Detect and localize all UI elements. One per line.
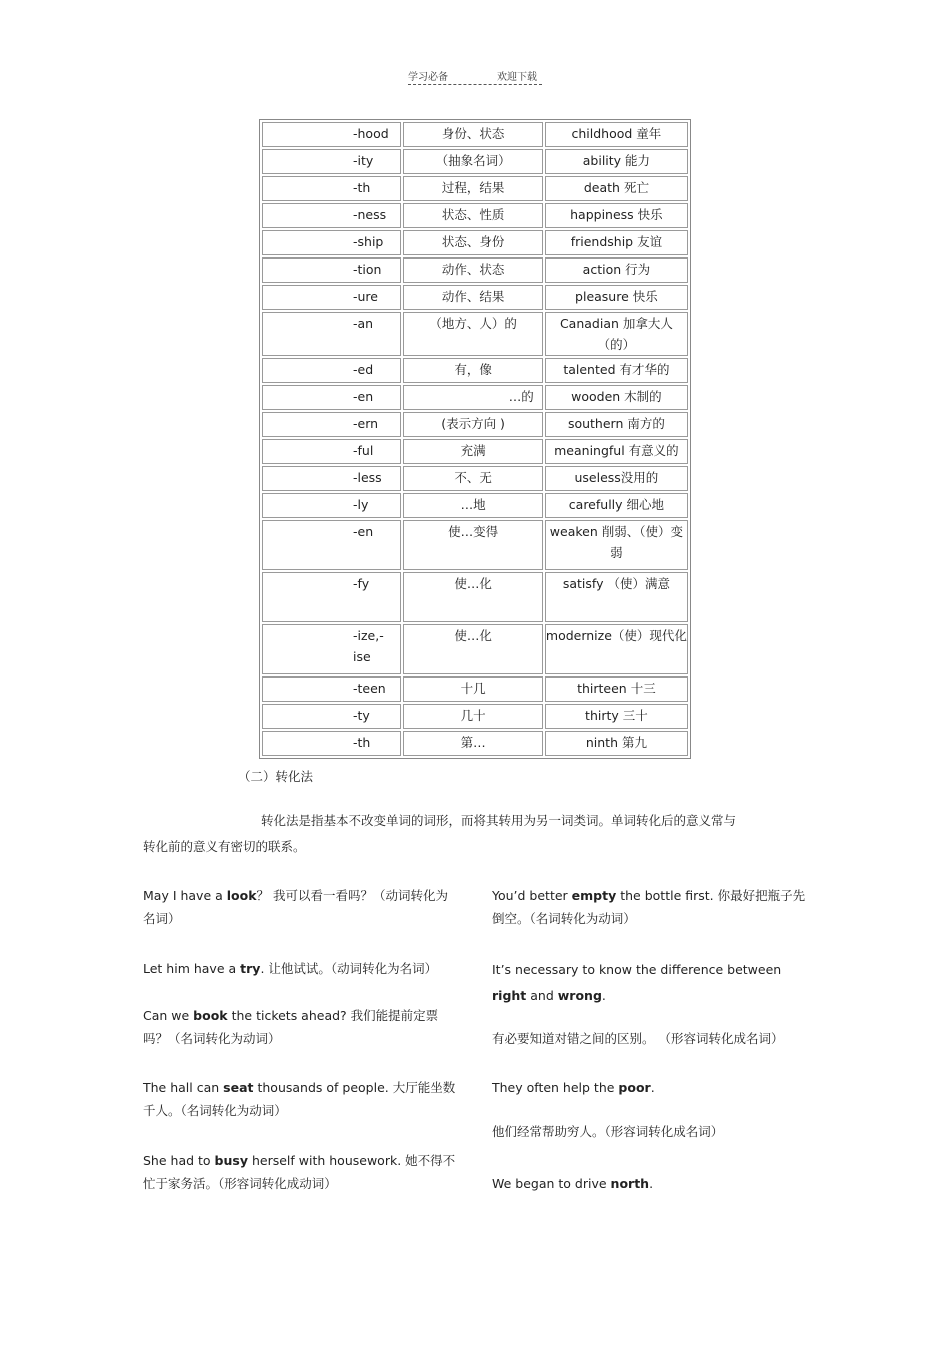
example-text: 有必要知道对错之间的区别。 （形容词转化成名词） xyxy=(492,1031,784,1046)
suffix-cell: -ed xyxy=(262,358,401,383)
intro-line-2: 转化前的意义有密切的联系。 xyxy=(143,839,306,854)
example-cell: happiness 快乐 xyxy=(545,203,688,228)
table-row xyxy=(262,493,688,518)
meaning-cell: 充满 xyxy=(403,439,542,464)
meaning-cell: 不、无 xyxy=(403,466,542,491)
meaning-cell: 第… xyxy=(403,731,542,756)
meaning-cell: 几十 xyxy=(403,704,542,729)
example-cell: ninth 第九 xyxy=(545,731,688,756)
example-right-1 xyxy=(492,884,812,930)
example-right-2 xyxy=(492,957,812,1009)
example-text: May I have a xyxy=(143,888,227,903)
meaning-cell: （地方、人）的 xyxy=(403,312,542,356)
table-row xyxy=(262,704,688,729)
suffix-table xyxy=(259,119,691,759)
example-text: 他们经常帮助穷人。（形容词转化成名词） xyxy=(492,1124,724,1139)
example-cell: southern 南方的 xyxy=(545,412,688,437)
suffix-cell: -fy xyxy=(262,572,401,622)
example-cell: useless没用的 xyxy=(545,466,688,491)
example-keyword: poor xyxy=(618,1080,651,1095)
example-text: . 让他试试。（动词转化为名词） xyxy=(260,961,438,976)
table-row xyxy=(262,358,688,383)
suffix-cell: -ful xyxy=(262,439,401,464)
example-cell: death 死亡 xyxy=(545,176,688,201)
table-row xyxy=(262,122,688,147)
meaning-cell: …地 xyxy=(403,493,542,518)
example-left-3 xyxy=(143,1004,458,1050)
example-cell: talented 有才华的 xyxy=(545,358,688,383)
example-left-5 xyxy=(143,1149,458,1195)
suffix-cell: -ly xyxy=(262,493,401,518)
suffix-cell: -ure xyxy=(262,285,401,310)
suffix-cell: -ty xyxy=(262,704,401,729)
example-keyword: busy xyxy=(214,1153,248,1168)
example-cell: meaningful 有意义的 xyxy=(545,439,688,464)
table-row xyxy=(262,149,688,174)
example-cell: Canadian 加拿大人（的） xyxy=(545,312,688,356)
table-row xyxy=(262,412,688,437)
table-row xyxy=(262,466,688,491)
table-row xyxy=(262,285,688,310)
example-keyword: seat xyxy=(223,1080,254,1095)
example-right-5 xyxy=(492,1120,812,1143)
meaning-cell: 十几 xyxy=(403,676,542,702)
example-text: and xyxy=(526,988,558,1003)
example-right-4 xyxy=(492,1076,812,1099)
suffix-cell: -ize,-ise xyxy=(262,624,401,674)
suffix-cell: -tion xyxy=(262,257,401,283)
meaning-cell: 动作、结果 xyxy=(403,285,542,310)
section-title: （二）转化法 xyxy=(238,769,314,784)
table-row xyxy=(262,676,688,702)
table-row xyxy=(262,203,688,228)
example-cell: weaken 削弱、（使）变弱 xyxy=(545,520,688,570)
example-cell: thirty 三十 xyxy=(545,704,688,729)
example-text: . xyxy=(601,988,606,1003)
example-text: . xyxy=(650,1080,655,1095)
example-keyword: look xyxy=(226,888,257,903)
example-right-3 xyxy=(492,1027,812,1050)
example-left-2 xyxy=(143,957,458,980)
example-text: It’s necessary to know the difference between xyxy=(492,962,782,977)
meaning-cell: 状态、性质 xyxy=(403,203,542,228)
example-keyword: right xyxy=(492,988,527,1003)
example-keyword: wrong xyxy=(557,988,602,1003)
example-keyword: book xyxy=(193,1008,228,1023)
meaning-cell: 身份、状态 xyxy=(403,122,542,147)
example-text: . xyxy=(649,1176,654,1191)
example-cell: action 行为 xyxy=(545,257,688,283)
example-text: We began to drive xyxy=(492,1176,611,1191)
example-cell: thirteen 十三 xyxy=(545,676,688,702)
example-text: ？ 我可以看一看吗？（动词转化为名词） xyxy=(143,888,449,926)
intro-line-1: 转化法是指基本不改变单词的词形，而将其转用为另一词类词。单词转化后的意义常与 xyxy=(261,813,737,828)
example-left-1 xyxy=(143,884,458,930)
meaning-cell: 状态、身份 xyxy=(403,230,542,255)
table-row xyxy=(262,176,688,201)
suffix-cell: -en xyxy=(262,520,401,570)
suffix-cell: -ern xyxy=(262,412,401,437)
example-text: She had to xyxy=(143,1153,215,1168)
intro-paragraph xyxy=(143,808,763,860)
table-row xyxy=(262,312,688,356)
example-text: Let him have a xyxy=(143,961,241,976)
meaning-cell: 过程，结果 xyxy=(403,176,542,201)
suffix-cell: -th xyxy=(262,731,401,756)
example-cell: ability 能力 xyxy=(545,149,688,174)
example-cell: modernize（使）现代化 xyxy=(545,624,688,674)
table-row xyxy=(262,230,688,255)
suffix-cell: -th xyxy=(262,176,401,201)
meaning-cell: 使…化 xyxy=(403,624,542,674)
table-row xyxy=(262,257,688,283)
example-cell: friendship 友谊 xyxy=(545,230,688,255)
meaning-cell: (表示方向 ) xyxy=(403,412,542,437)
suffix-cell: -ness xyxy=(262,203,401,228)
meaning-cell: （抽象名词） xyxy=(403,149,542,174)
suffix-cell: -ity xyxy=(262,149,401,174)
example-cell: pleasure 快乐 xyxy=(545,285,688,310)
example-text: They often help the xyxy=(492,1080,619,1095)
suffix-cell: -ship xyxy=(262,230,401,255)
example-text: the bottle first. 你最好把瓶子先倒空。（名词转化为动词） xyxy=(492,888,806,926)
meaning-cell: …的 xyxy=(403,385,542,410)
meaning-cell: 动作、状态 xyxy=(403,257,542,283)
meaning-cell: 有，像 xyxy=(403,358,542,383)
suffix-cell: -hood xyxy=(262,122,401,147)
example-text: the tickets ahead? 我们能提前定票吗？（名词转化为动词） xyxy=(143,1008,439,1046)
example-right-6 xyxy=(492,1172,812,1195)
page-header xyxy=(408,68,542,85)
table-row xyxy=(262,520,688,570)
meaning-cell: 使…化 xyxy=(403,572,542,622)
suffix-cell: -en xyxy=(262,385,401,410)
meaning-cell: 使…变得 xyxy=(403,520,542,570)
example-text: Can we xyxy=(143,1008,194,1023)
example-text: The hall can xyxy=(143,1080,224,1095)
example-text: You’d better xyxy=(492,888,572,903)
table-row xyxy=(262,624,688,674)
example-cell: satisfy （使）满意 xyxy=(545,572,688,622)
table-row xyxy=(262,439,688,464)
example-cell: childhood 童年 xyxy=(545,122,688,147)
table-row xyxy=(262,385,688,410)
suffix-cell: -less xyxy=(262,466,401,491)
header-left-text: 学习必备 xyxy=(408,72,448,83)
example-left-4 xyxy=(143,1076,458,1122)
suffix-cell: -teen xyxy=(262,676,401,702)
example-text: herself with housework. 她不得不忙于家务活。（形容词转化成动词） xyxy=(143,1153,456,1191)
example-cell: wooden 木制的 xyxy=(545,385,688,410)
example-keyword: try xyxy=(240,961,261,976)
suffix-cell: -an xyxy=(262,312,401,356)
example-cell: carefully 细心地 xyxy=(545,493,688,518)
example-keyword: empty xyxy=(571,888,617,903)
table-row xyxy=(262,731,688,756)
example-keyword: north xyxy=(610,1176,650,1191)
example-text: thousands of people. 大厅能坐数千人。（名词转化为动词） xyxy=(143,1080,456,1118)
table-row xyxy=(262,572,688,622)
header-right-text: 欢迎下载 xyxy=(497,72,537,83)
